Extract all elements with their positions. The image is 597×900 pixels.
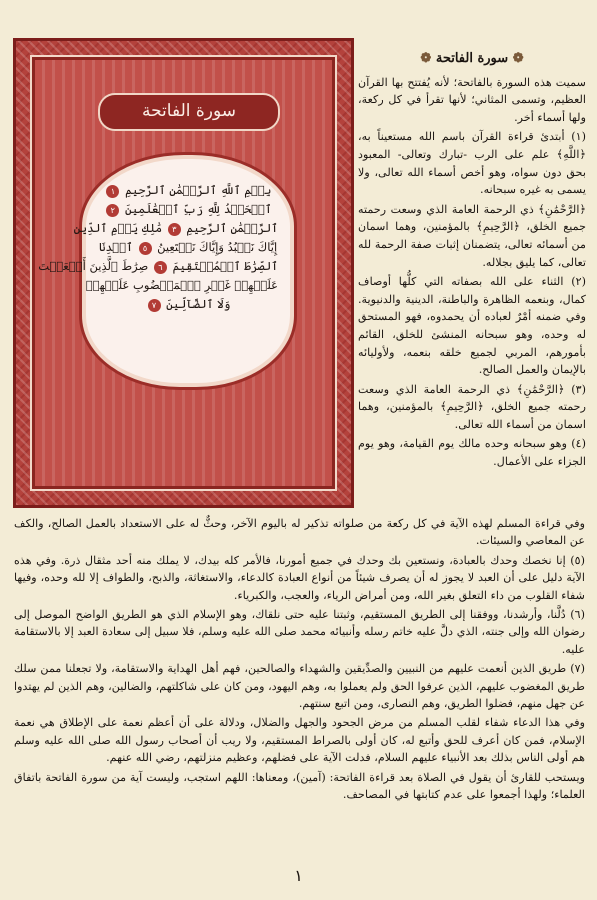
ayah-number: ٣ bbox=[168, 223, 181, 236]
ayah-number: ٧ bbox=[148, 299, 161, 312]
ornamental-frame bbox=[13, 38, 354, 508]
surah-title-plate: سورة الفاتحة bbox=[98, 93, 280, 131]
verse-text: ٱلۡحَمۡدُ لِلَّهِ رَبِّ ٱلۡعَٰلَمِينَ bbox=[124, 202, 272, 216]
section-heading-text: سورة الفاتحة bbox=[435, 51, 509, 66]
ornament-icon: ❁ bbox=[420, 51, 432, 66]
verse-line bbox=[98, 200, 278, 219]
verse-line bbox=[38, 257, 278, 276]
paragraph: (٢) الثناء على الله بصفاته التي كلُّها أوصاف كمال، وبنعمه الظاهرة والباطنة، الدينية والدنيوية. وفي ضمنه أمْرٌ لعباده أن يحمدوه، فهو المستحق له وحده، وهو سبحانه المنشئ للخلق، القائم بأمورهم، المربي لجميع خلقه بنعمه، ولأوليائه بالإيمان والعمل الصالح. bbox=[358, 275, 586, 377]
verse-line bbox=[98, 181, 278, 200]
paragraph: وفي قراءة المسلم لهذه الآية في كل ركعة من صلواته تذكير له باليوم الآخر، وحثٌّ له على الاستعداد بالعمل الصالح، والكف عن المعاصي والسيئات. bbox=[14, 517, 585, 548]
verse-line bbox=[73, 219, 278, 238]
verse-line bbox=[98, 238, 278, 257]
paragraph: (٣) ﴿الرَّحْمَٰنِ﴾ ذي الرحمة العامة الذي وسعت رحمته جميع الخلق، ﴿الرَّحِيمِ﴾ بالمؤمنين، وهما اسمان من أسماء الله تعالى. bbox=[358, 382, 586, 431]
surah-text-medallion bbox=[38, 159, 290, 383]
paragraph: (١) أبتدئ قراءة القرآن باسم الله مستعيناً به، ﴿اللَّهِ﴾ علم على الرب -تبارك وتعالى- المعبود بحق دون سواه، وهو أخص أسماء الله تعالى، ولا يسمى به غيره سبحانه. bbox=[358, 130, 586, 197]
verse-text: بِسۡمِ ٱللَّهِ ٱلرَّحۡمَٰنِ ٱلرَّحِيمِ bbox=[125, 183, 272, 197]
paragraph: (٦) دُلَّنا، وأرشدنا، ووفقنا إلى الطريق المستقيم، وثبتنا عليه حتى نلقاك، وهو الإسلام الذي هو الطريق الواضح الموصل إلى رضوان الله وإلى جنته، الذي دلَّ عليه خاتم رسله وأنبيائه محمد صلى الله عليه وسلم، فلا سبيل إلى سعادة العبد إلا بالاستقامة عليه. bbox=[14, 608, 585, 656]
ornament-icon: ❁ bbox=[512, 51, 524, 66]
paragraph: (٧) طريق الذين أنعمت عليهم من النبيين والصدِّيقين والشهداء والصالحين، فهم أهل الهداية والاستقامة، ولا تجعلنا ممن سلك طريق المغضوب عليهم، الذين عرفوا الحق ولم يعملوا به، وهم اليهود، ومن كان على شاكلتهم، والضالين، وهم الذين لم يهتدوا عن جهل منهم، فضلوا الطريق، وهم النصارى، ومن اتبع سنتهم. bbox=[14, 662, 585, 711]
tafsir-intro-column bbox=[358, 50, 586, 473]
ayah-number: ٢ bbox=[106, 204, 119, 217]
ayah-number: ٥ bbox=[139, 242, 152, 255]
verse-text: صِرَٰطَ ٱلَّذِينَ أَنۡعَمۡتَ bbox=[38, 259, 149, 273]
section-heading bbox=[358, 50, 586, 68]
verse-line bbox=[98, 295, 278, 314]
verse-text: إِيَّاكَ نَعۡبُدُ وَإِيَّاكَ نَسۡتَعِينُ bbox=[157, 240, 278, 254]
verse-text: وَلَا ٱلضَّآلِّينَ bbox=[166, 297, 231, 311]
ayah-number: ١ bbox=[106, 185, 119, 198]
paragraph: سميت هذه السورة بالفاتحة؛ لأنه يُفتتح بها القرآن العظيم، وتسمى المثاني؛ لأنها تقرأ في كل ركعة، ولها أسماء أخر. bbox=[358, 75, 586, 124]
ayah-number: ٦ bbox=[154, 261, 167, 274]
verse-text: عَلَيۡهِمۡ غَيۡرِ ٱلۡمَغۡضُوبِ عَلَيۡهِمۡ bbox=[85, 278, 278, 292]
paragraph: ﴿الرَّحْمَٰنِ﴾ ذي الرحمة العامة الذي وسعت رحمته جميع الخلق، ﴿الرَّحِيمِ﴾ بالمؤمنين، وهما اسمان من أسمائه تعالى، يتضمنان إثبات صفة الرحمة لله تعالى، كما يليق بجلاله. bbox=[358, 202, 586, 269]
paragraph: ويستحب للقارئ أن يقول في الصلاة بعد قراءة الفاتحة: (آمين)، ومعناها: اللهم استجب، وليست آية من سورة الفاتحة باتفاق العلماء؛ ولهذا أجمعوا على عدم كتابتها في المصاحف. bbox=[14, 770, 585, 802]
page-number: ١ bbox=[294, 866, 303, 885]
paragraph: وفي هذا الدعاء شفاء لقلب المسلم من مرض الجحود والجهل والضلال، ودلالة على أن أعظم نعمة على الإطلاق هي نعمة الإسلام، فمن كان أعرف للحق وأتبع له، كان أولى بالصراط المستقيم، ولا ريب أن أصحاب رسول الله صلى الله عليه وسلم هم أولى الناس بذلك بعد الأنبياء عليهم السلام، فدلت الآية على فضلهم، وعظيم منزلتهم، رضي الله عنهم. bbox=[14, 716, 585, 765]
verse-text: ٱلرَّحۡمَٰنِ ٱلرَّحِيمِ bbox=[186, 221, 278, 235]
paragraph: (٤) وهو سبحانه وحده مالك يوم القيامة، وهو يوم الجزاء على الأعمال. bbox=[358, 437, 586, 469]
tafsir-body bbox=[14, 515, 585, 806]
verse-text: مَٰلِكِ يَوۡمِ ٱلدِّينِ bbox=[73, 221, 163, 235]
verse-text: ٱهۡدِنَا bbox=[98, 240, 133, 254]
verse-line bbox=[85, 276, 278, 295]
verse-text: ٱلصِّرَٰطَ ٱلۡمُسۡتَقِيمَ bbox=[172, 259, 278, 273]
paragraph: (٥) إنا نخصك وحدك بالعبادة، ونستعين بك وحدك في جميع أمورنا، فالأمر كله بيدك، لا يملك منه أحد مثقال ذرة. وفي هذه الآية دليل على أن العبد لا يجوز له أن يصرف شيئاً من أنواع العبادة كالدعاء، والاستغاثة، والذبح، والطواف إلا لله وحده، وفيها شفاء القلوب من داء التعلق بغير الله، ومن أمراض الرياء، والعجب، والكبرياء. bbox=[14, 553, 585, 602]
